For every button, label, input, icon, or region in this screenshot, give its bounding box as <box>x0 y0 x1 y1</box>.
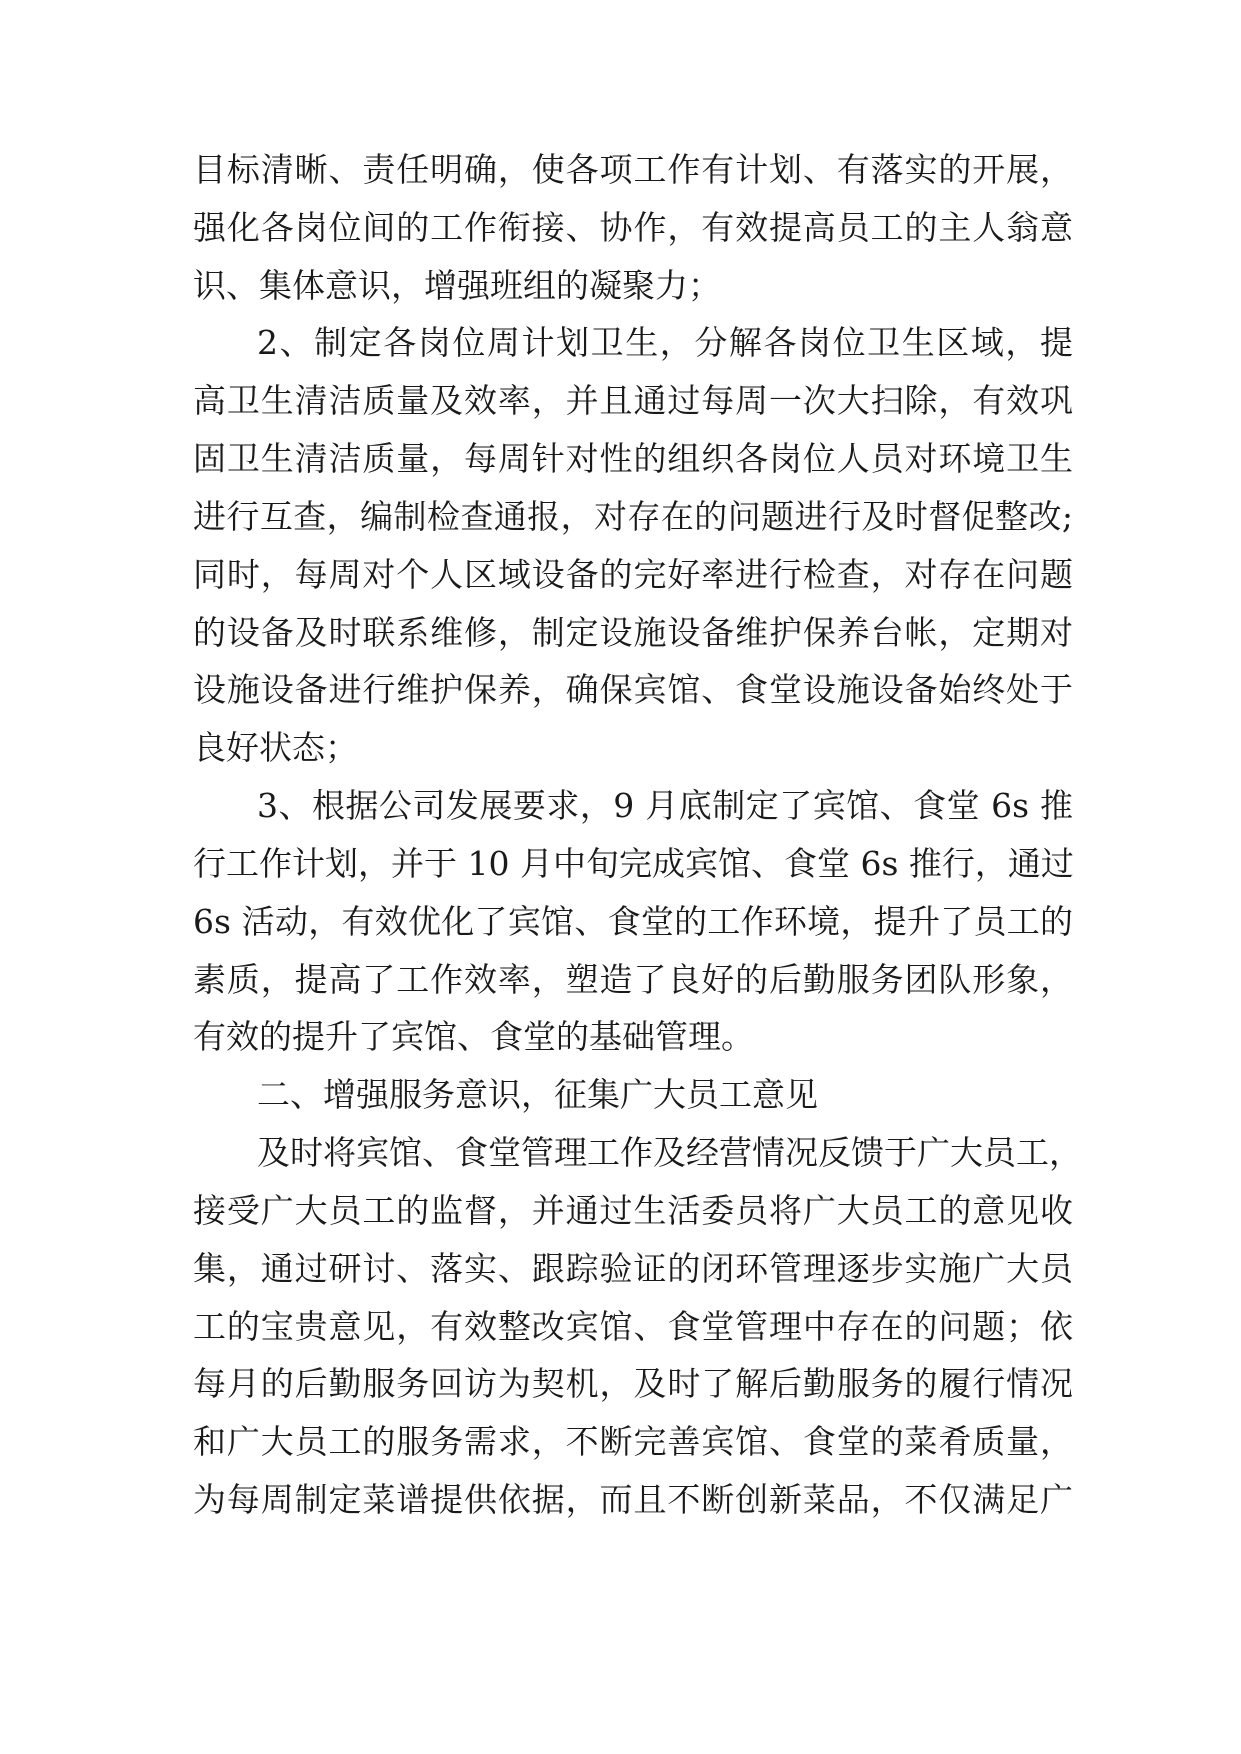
paragraph-line: 行工作计划，并于 10 月中旬完成宾馆、食堂 6s 推行，通过 <box>193 844 1074 883</box>
paragraph-line: 强化各岗位间的工作衔接、协作，有效提高员工的主人翁意 <box>193 208 1073 247</box>
paragraph-line: 2、制定各岗位周计划卫生，分解各岗位卫生区域，提 <box>257 323 1073 362</box>
paragraph-line: 目标清晰、责任明确，使各项工作有计划、有落实的开展， <box>193 150 1073 189</box>
paragraph-line: 为每周制定菜谱提供依据，而且不断创新菜品，不仅满足广 <box>193 1480 1073 1519</box>
paragraph-line: 3、根据公司发展要求，9 月底制定了宾馆、食堂 6s 推 <box>257 786 1073 825</box>
paragraph-line: 良好状态； <box>193 728 358 767</box>
section-heading: 二、增强服务意识，征集广大员工意见 <box>257 1075 818 1114</box>
paragraph-line: 识、集体意识，增强班组的凝聚力； <box>193 266 721 305</box>
paragraph-line: 素质，提高了工作效率，塑造了良好的后勤服务团队形象， <box>193 960 1073 999</box>
paragraph-line: 及时将宾馆、食堂管理工作及经营情况反馈于广大员工， <box>257 1133 1082 1172</box>
paragraph-line: 工的宝贵意见，有效整改宾馆、食堂管理中存在的问题；依 <box>193 1307 1073 1346</box>
paragraph-line: 进行互查，编制检查通报，对存在的问题进行及时督促整改; <box>193 497 1073 536</box>
paragraph-line: 和广大员工的服务需求，不断完善宾馆、食堂的菜肴质量， <box>193 1422 1073 1461</box>
paragraph-line: 接受广大员工的监督，并通过生活委员将广大员工的意见收 <box>193 1191 1073 1230</box>
paragraph-line: 集，通过研讨、落实、跟踪验证的闭环管理逐步实施广大员 <box>193 1249 1073 1288</box>
paragraph-line: 每月的后勤服务回访为契机，及时了解后勤服务的履行情况 <box>193 1364 1073 1403</box>
paragraph-line: 高卫生清洁质量及效率，并且通过每周一次大扫除，有效巩 <box>193 381 1073 420</box>
paragraph-line: 设施设备进行维护保养，确保宾馆、食堂设施设备始终处于 <box>193 670 1073 709</box>
paragraph-line: 6s 活动，有效优化了宾馆、食堂的工作环境，提升了员工的 <box>193 902 1073 941</box>
paragraph-line: 同时，每周对个人区域设备的完好率进行检查，对存在问题 <box>193 555 1073 594</box>
paragraph-line: 有效的提升了宾馆、食堂的基础管理。 <box>193 1017 754 1056</box>
paragraph-line: 固卫生清洁质量，每周针对性的组织各岗位人员对环境卫生 <box>193 439 1073 478</box>
paragraph-line: 的设备及时联系维修，制定设施设备维护保养台帐，定期对 <box>193 613 1073 652</box>
